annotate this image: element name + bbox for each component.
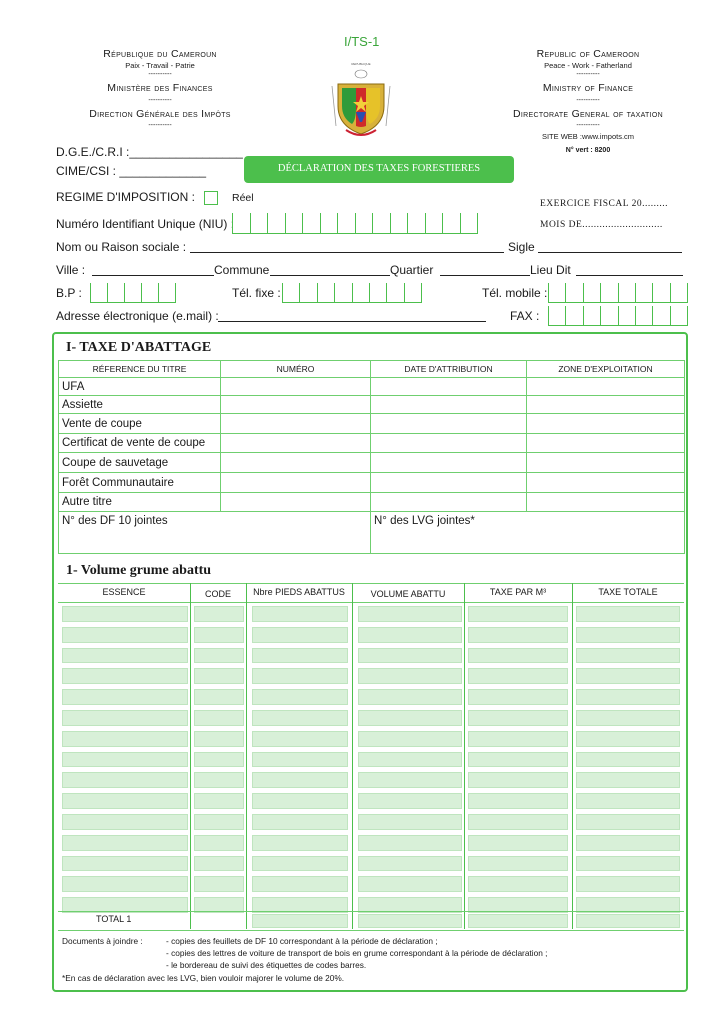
cell-input[interactable] [371, 396, 527, 414]
form-code: I/TS-1 [344, 34, 380, 49]
cell-input[interactable] [221, 493, 371, 512]
green-number: N° vert : 8200 [565, 146, 611, 154]
volume-cell[interactable] [358, 606, 462, 622]
volume-cell[interactable] [252, 689, 348, 705]
tel-mobile-label: Tél. mobile : [482, 286, 548, 300]
volume-cell[interactable] [468, 731, 568, 747]
volume-cell[interactable] [358, 710, 462, 726]
header-taxe-m3: TAXE PAR M³ [489, 587, 547, 597]
volume-cell[interactable] [358, 668, 462, 684]
row-certificat: Certificat de vente de coupe [59, 434, 221, 453]
left-ministry: Ministère des Finances [107, 81, 213, 94]
tel-mobile-input[interactable] [548, 283, 688, 303]
volume-cell[interactable] [576, 606, 680, 622]
left-header [60, 48, 260, 131]
row-vente: Vente de coupe [59, 414, 221, 434]
total-cell[interactable] [576, 914, 680, 928]
volume-cell[interactable] [358, 772, 462, 788]
volume-cell[interactable] [252, 648, 348, 664]
reel-label: Réel [232, 192, 254, 204]
row-communautaire: Forêt Communautaire [59, 473, 221, 493]
mois-field[interactable]: MOIS DE............................ [540, 220, 663, 230]
volume-cell[interactable] [62, 627, 188, 643]
header-pieds: Nbre PIEDS ABATTUS [253, 587, 345, 597]
volume-cell[interactable] [194, 606, 244, 622]
header-code: CODE [204, 589, 231, 599]
volume-cell[interactable] [62, 856, 188, 872]
volume-cell[interactable] [62, 814, 188, 830]
volume-cell[interactable] [358, 793, 462, 809]
volume-cell[interactable] [468, 627, 568, 643]
left-republic: République du Cameroun [103, 48, 217, 60]
volume-cell[interactable] [194, 648, 244, 664]
row-ufa: UFA [59, 378, 221, 396]
cell-input[interactable] [221, 434, 371, 453]
volume-cell[interactable] [62, 752, 188, 768]
lvg-note: *En cas de déclaration avec les LVG, bien vouloir majorer le volume de 20%. [62, 973, 345, 983]
volume-cell[interactable] [194, 876, 244, 892]
niu-input[interactable] [232, 213, 478, 234]
volume-cell[interactable] [358, 856, 462, 872]
tel-fixe-input[interactable] [282, 283, 422, 303]
volume-cell[interactable] [62, 835, 188, 851]
quartier-input[interactable] [440, 275, 530, 276]
right-republic: Republic of Cameroon [536, 48, 640, 60]
email-label: Adresse électronique (e.mail) : [56, 309, 219, 323]
cell-input[interactable] [371, 414, 527, 434]
volume-cell[interactable] [194, 814, 244, 830]
volume-cell[interactable] [358, 835, 462, 851]
volume-cell[interactable] [468, 689, 568, 705]
column-divider [352, 583, 353, 929]
volume-cell[interactable] [62, 793, 188, 809]
quartier-label: Quartier [390, 263, 434, 277]
volume-cell[interactable] [252, 772, 348, 788]
volume-cell[interactable] [62, 876, 188, 892]
volume-cell[interactable] [252, 752, 348, 768]
cime-field[interactable]: CIME/CSI : _____________ [56, 164, 207, 178]
volume-cell[interactable] [576, 710, 680, 726]
volume-cell[interactable] [468, 648, 568, 664]
right-sep: ---------- [576, 97, 600, 105]
cell-input[interactable] [221, 453, 371, 473]
volume-cell[interactable] [576, 814, 680, 830]
commune-label: Commune [214, 263, 270, 277]
volume-cell[interactable] [576, 668, 680, 684]
right-sep: ---------- [576, 70, 600, 78]
right-ministry: Ministry of Finance [542, 81, 634, 94]
volume-cell[interactable] [576, 856, 680, 872]
volume-cell[interactable] [194, 627, 244, 643]
tel-fixe-label: Tél. fixe : [232, 286, 281, 300]
fax-input[interactable] [548, 306, 688, 326]
documents-label: Documents à joindre : [62, 936, 143, 946]
bp-label: B.P : [56, 286, 82, 300]
volume-cell[interactable] [252, 731, 348, 747]
lvg-field[interactable]: N° des LVG jointes* [371, 512, 685, 554]
volume-cell[interactable] [194, 710, 244, 726]
volume-cell[interactable] [62, 668, 188, 684]
right-motto: Peace - Work - Fatherland [544, 60, 632, 70]
sigle-input[interactable] [538, 252, 682, 253]
header-numero: NUMÉRO [221, 361, 371, 378]
volume-cell[interactable] [468, 606, 568, 622]
volume-table-header [58, 583, 684, 603]
volume-cell[interactable] [576, 793, 680, 809]
bp-input[interactable] [90, 283, 176, 303]
svg-text:REPUBLIQUE: REPUBLIQUE [351, 62, 371, 66]
right-site: SITE WEB :www.impots.cm [541, 131, 635, 141]
volume-cell[interactable] [194, 689, 244, 705]
volume-cell[interactable] [576, 731, 680, 747]
cell-input[interactable] [221, 396, 371, 414]
total-cell[interactable] [468, 914, 568, 928]
volume-cell[interactable] [468, 668, 568, 684]
volume-cell[interactable] [468, 752, 568, 768]
reel-checkbox[interactable] [204, 191, 218, 205]
volume-cell[interactable] [194, 835, 244, 851]
cell-input[interactable] [221, 378, 371, 396]
volume-cell[interactable] [358, 752, 462, 768]
cell-input[interactable] [221, 473, 371, 493]
cell-input[interactable] [527, 493, 685, 512]
volume-cell[interactable] [468, 814, 568, 830]
header-reference: RÉFERENCE DU TITRE [59, 361, 221, 378]
footer-divider [58, 930, 684, 931]
lieu-dit-input[interactable] [576, 275, 683, 276]
header-taxe-totale: TAXE TOTALE [598, 587, 658, 597]
left-sep: ---------- [148, 121, 172, 129]
df10-field[interactable]: N° des DF 10 jointes [59, 512, 371, 554]
volume-cell[interactable] [252, 856, 348, 872]
cell-input[interactable] [527, 378, 685, 396]
row-autre: Autre titre [59, 493, 221, 512]
volume-cell[interactable] [468, 856, 568, 872]
cell-input[interactable] [371, 453, 527, 473]
volume-grid [58, 603, 684, 929]
volume-cell[interactable] [62, 689, 188, 705]
cell-input[interactable] [527, 453, 685, 473]
volume-cell[interactable] [194, 752, 244, 768]
volume-cell[interactable] [62, 648, 188, 664]
column-divider [572, 583, 573, 929]
left-sep: ---------- [148, 70, 172, 78]
volume-cell[interactable] [252, 668, 348, 684]
header-zone: ZONE D'EXPLOITATION [527, 361, 685, 378]
volume-cell[interactable] [468, 772, 568, 788]
volume-cell[interactable] [576, 627, 680, 643]
total-divider [58, 911, 684, 912]
volume-cell[interactable] [468, 793, 568, 809]
header-date: DATE D'ATTRIBUTION [371, 361, 527, 378]
volume-cell[interactable] [252, 876, 348, 892]
dge-field[interactable]: D.G.E./C.R.I :_________________ [56, 145, 243, 159]
fax-label: FAX : [510, 309, 540, 323]
volume-cell[interactable] [194, 772, 244, 788]
column-divider [464, 583, 465, 929]
volume-cell[interactable] [62, 710, 188, 726]
left-sep: ---------- [148, 97, 172, 105]
volume-cell[interactable] [576, 835, 680, 851]
volume-cell[interactable] [358, 814, 462, 830]
volume-cell[interactable] [252, 793, 348, 809]
section1-title: I- TAXE D'ABATTAGE [66, 340, 212, 355]
volume-cell[interactable] [62, 606, 188, 622]
cell-input[interactable] [527, 396, 685, 414]
volume-cell[interactable] [468, 835, 568, 851]
document-item: - copies des feuillets de DF 10 correspondant à la période de déclaration ; [166, 936, 438, 946]
declaration-title-banner: DÉCLARATION DES TAXES FORESTIERES [244, 156, 514, 183]
ville-label: Ville : [56, 263, 86, 277]
volume-cell[interactable] [576, 648, 680, 664]
column-divider [246, 583, 247, 929]
section2-title: 1- Volume grume abattu [66, 563, 212, 578]
total-cell[interactable] [252, 914, 348, 928]
volume-cell[interactable] [576, 876, 680, 892]
cell-input[interactable] [371, 434, 527, 453]
volume-cell[interactable] [252, 814, 348, 830]
volume-cell[interactable] [576, 689, 680, 705]
volume-cell[interactable] [468, 710, 568, 726]
coat-of-arms-icon [326, 56, 396, 142]
cell-input[interactable] [527, 434, 685, 453]
volume-cell[interactable] [252, 627, 348, 643]
right-direction: Directorate General of taxation [513, 108, 663, 121]
volume-cell[interactable] [252, 606, 348, 622]
cell-input[interactable] [371, 493, 527, 512]
volume-cell[interactable] [358, 876, 462, 892]
cell-input[interactable] [371, 378, 527, 396]
volume-cell[interactable] [358, 627, 462, 643]
row-assiette: Assiette [59, 396, 221, 414]
volume-cell[interactable] [62, 731, 188, 747]
document-item: - copies des lettres de voiture de transport de bois en grume correspondant à la période de déclaration ; [166, 948, 548, 958]
volume-cell[interactable] [358, 648, 462, 664]
cell-input[interactable] [527, 414, 685, 434]
volume-cell[interactable] [194, 731, 244, 747]
abattage-table [58, 360, 685, 554]
header-essence: ESSENCE [102, 587, 146, 597]
column-divider [190, 583, 191, 929]
volume-cell[interactable] [252, 835, 348, 851]
ville-input[interactable] [92, 275, 214, 276]
left-motto: Paix - Travail - Patrie [125, 60, 195, 70]
volume-cell[interactable] [468, 876, 568, 892]
total-label: TOTAL 1 [96, 914, 132, 924]
cell-input[interactable] [371, 473, 527, 493]
document-item: - le bordereau de suivi des étiquettes de codes barres. [166, 960, 367, 970]
row-sauvetage: Coupe de sauvetage [59, 453, 221, 473]
regime-label: REGIME D'IMPOSITION : [56, 190, 195, 204]
volume-cell[interactable] [252, 710, 348, 726]
volume-cell[interactable] [194, 856, 244, 872]
volume-cell[interactable] [576, 772, 680, 788]
total-cell[interactable] [358, 914, 462, 928]
cell-input[interactable] [221, 414, 371, 434]
cell-input[interactable] [527, 473, 685, 493]
nom-input[interactable] [190, 252, 504, 253]
sigle-label: Sigle [508, 240, 535, 254]
right-header [488, 48, 688, 155]
nom-label: Nom ou Raison sociale : [56, 240, 187, 254]
commune-input[interactable] [270, 275, 390, 276]
right-sep: ---------- [576, 121, 600, 129]
header-volume: VOLUME ABATTU [370, 589, 446, 599]
volume-cell[interactable] [358, 689, 462, 705]
lieu-dit-label: Lieu Dit [530, 263, 571, 277]
volume-cell[interactable] [194, 668, 244, 684]
exercice-field[interactable]: EXERCICE FISCAL 20......... [540, 199, 668, 209]
volume-cell[interactable] [358, 731, 462, 747]
volume-cell[interactable] [576, 752, 680, 768]
niu-label: Numéro Identifiant Unique (NIU) : [56, 217, 235, 231]
email-input[interactable] [218, 321, 486, 322]
volume-cell[interactable] [194, 793, 244, 809]
volume-cell[interactable] [62, 772, 188, 788]
left-direction: Direction Générale des Impôts [89, 108, 231, 121]
